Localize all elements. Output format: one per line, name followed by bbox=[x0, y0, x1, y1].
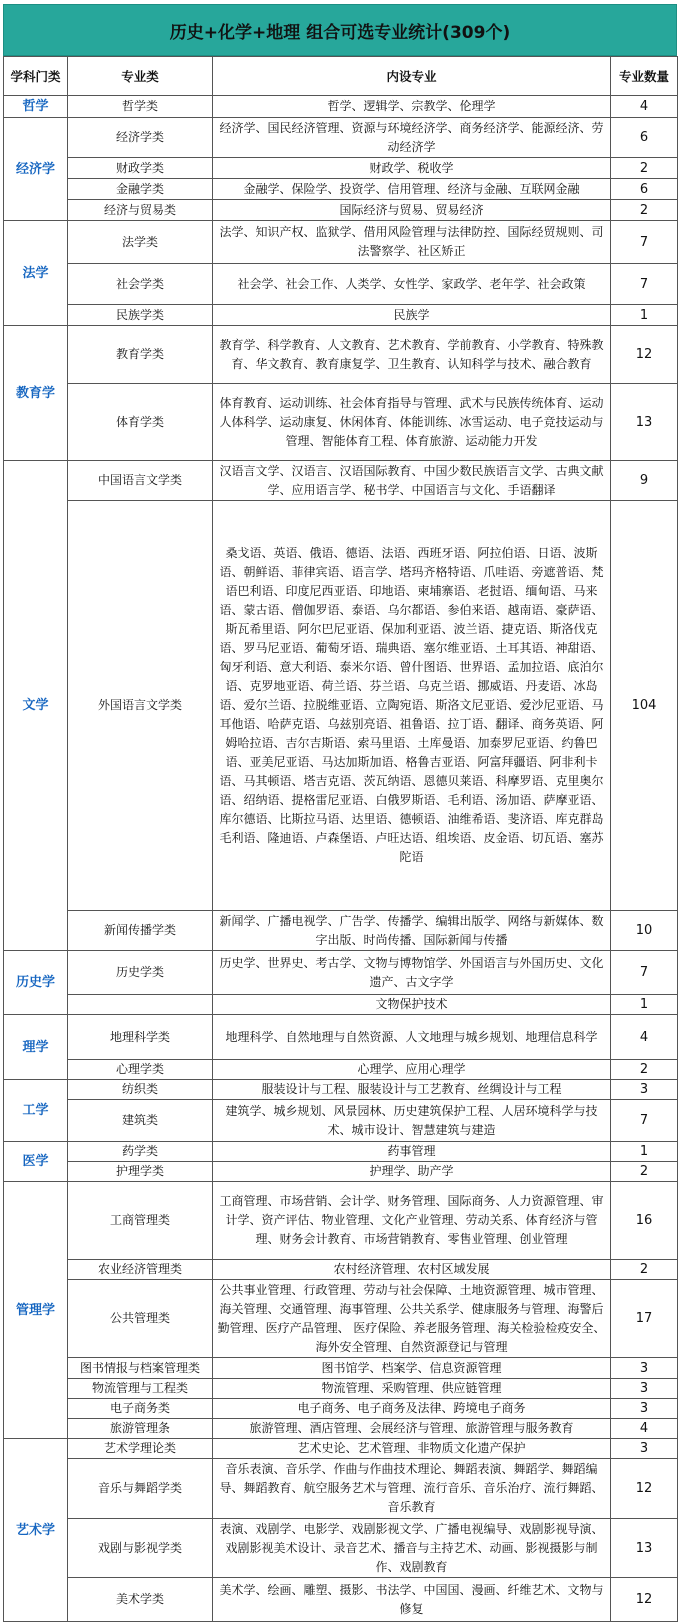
table-row bbox=[4, 1182, 678, 1260]
majors-cell: 图书馆学、档案学、信息资源管理 bbox=[213, 1358, 611, 1379]
category-cell: 管理学 bbox=[4, 1182, 68, 1439]
category-cell: 理学 bbox=[4, 1015, 68, 1080]
majors-cell: 财政学、税收学 bbox=[213, 158, 611, 179]
class-cell bbox=[68, 995, 213, 1015]
count-cell: 1 bbox=[611, 995, 678, 1015]
class-cell: 教育学类 bbox=[68, 326, 213, 384]
class-cell: 美术学类 bbox=[68, 1578, 213, 1622]
category-cell: 文学 bbox=[4, 461, 68, 951]
table-row bbox=[4, 221, 678, 264]
majors-cell: 地理科学、自然地理与自然资源、人文地理与城乡规划、地理信息科学 bbox=[213, 1015, 611, 1060]
page-title: 历史+化学+地理 组合可选专业统计(309个) bbox=[3, 4, 677, 56]
majors-cell: 历史学、世界史、考古学、文物与博物馆学、外国语言与外国历史、文化遗产、古文字学 bbox=[213, 951, 611, 995]
table-row bbox=[4, 1280, 678, 1358]
count-cell: 17 bbox=[611, 1280, 678, 1358]
table-body bbox=[4, 96, 678, 1622]
table-row bbox=[4, 501, 678, 911]
count-cell: 7 bbox=[611, 221, 678, 264]
class-cell: 音乐与舞蹈学类 bbox=[68, 1459, 213, 1519]
majors-cell: 教育学、科学教育、人文教育、艺术教育、学前教育、小学教育、特殊教育、华文教育、教育康复学、卫生教育、认知科学与技术、融合教育 bbox=[213, 326, 611, 384]
class-cell: 建筑类 bbox=[68, 1100, 213, 1142]
table-row bbox=[4, 179, 678, 200]
count-cell: 13 bbox=[611, 384, 678, 461]
count-cell: 2 bbox=[611, 1060, 678, 1080]
category-cell: 医学 bbox=[4, 1142, 68, 1182]
majors-cell: 护理学、助产学 bbox=[213, 1162, 611, 1182]
count-cell: 3 bbox=[611, 1358, 678, 1379]
majors-cell: 体育教育、运动训练、社会体育指导与管理、武术与民族传统体育、运动人体科学、运动康复、休闲体育、体能训练、冰雪运动、电子竞技运动与管理、智能体育工程、体育旅游、运动能力开发 bbox=[213, 384, 611, 461]
table-row bbox=[4, 1439, 678, 1459]
count-cell: 12 bbox=[611, 1578, 678, 1622]
class-cell: 外国语言文学类 bbox=[68, 501, 213, 911]
table-row bbox=[4, 911, 678, 951]
majors-cell: 旅游管理、酒店管理、会展经济与管理、旅游管理与服务教育 bbox=[213, 1419, 611, 1439]
majors-cell: 新闻学、广播电视学、广告学、传播学、编辑出版学、网络与新媒体、数字出版、时尚传播、国际新闻与传播 bbox=[213, 911, 611, 951]
count-cell: 10 bbox=[611, 911, 678, 951]
table-row bbox=[4, 1459, 678, 1519]
table-row bbox=[4, 1060, 678, 1080]
majors-cell: 药事管理 bbox=[213, 1142, 611, 1162]
class-cell: 法学类 bbox=[68, 221, 213, 264]
table-row bbox=[4, 1142, 678, 1162]
majors-cell: 心理学、应用心理学 bbox=[213, 1060, 611, 1080]
class-cell: 电子商务类 bbox=[68, 1399, 213, 1419]
table-row bbox=[4, 200, 678, 221]
table-row bbox=[4, 1419, 678, 1439]
count-cell: 1 bbox=[611, 305, 678, 326]
class-cell: 药学类 bbox=[68, 1142, 213, 1162]
table-row bbox=[4, 1162, 678, 1182]
table-row bbox=[4, 1100, 678, 1142]
table-row bbox=[4, 305, 678, 326]
majors-cell: 哲学、逻辑学、宗教学、伦理学 bbox=[213, 96, 611, 118]
majors-cell: 服装设计与工程、服装设计与工艺教育、丝绸设计与工程 bbox=[213, 1080, 611, 1100]
class-cell: 公共管理类 bbox=[68, 1280, 213, 1358]
count-cell: 4 bbox=[611, 1419, 678, 1439]
class-cell: 纺织类 bbox=[68, 1080, 213, 1100]
majors-cell: 法学、知识产权、监狱学、借用风险管理与法律防控、国际经贸规则、司法警察学、社区矫正 bbox=[213, 221, 611, 264]
count-cell: 3 bbox=[611, 1080, 678, 1100]
majors-cell: 物流管理、采购管理、供应链管理 bbox=[213, 1379, 611, 1399]
count-cell: 3 bbox=[611, 1379, 678, 1399]
count-cell: 2 bbox=[611, 1260, 678, 1280]
class-cell: 体育学类 bbox=[68, 384, 213, 461]
class-cell: 地理科学类 bbox=[68, 1015, 213, 1060]
class-cell: 心理学类 bbox=[68, 1060, 213, 1080]
majors-cell: 桑戈语、英语、俄语、德语、法语、西班牙语、阿拉伯语、日语、波斯语、朝鲜语、菲律宾语、语言学、塔玛齐格特语、爪哇语、旁遮普语、梵语巴利语、印度尼西亚语、印地语、柬埔寨语、老挝语、缅甸语、马来语、蒙古语、僧伽罗语、泰语、乌尔都语、参伯来语、越南语、豪萨语、斯瓦希里语、阿尔巴尼亚语、保加利亚语、波兰语、捷克语、斯洛伐克语、罗马尼亚语、葡萄牙语、瑞典语、塞尔维亚语、土耳其语、神甜语、匈牙利语、意大利语、泰米尔语、曾什图语、世界语、孟加拉语、底泊尔语、克罗地亚语、荷兰语、芬兰语、乌克兰语、挪威语、丹麦语、冰岛语、爱尔兰语、拉脱维亚语、立陶宛语、斯洛文尼亚语、爱沙尼亚语、马耳他语、哈萨克语、乌兹别亮语、祖鲁语、拉丁语、翻译、商务英语、阿姆哈拉语、吉尔吉斯语、索马里语、土库曼语、加泰罗尼亚语、约鲁巴语、亚美尼亚语、马达加斯加语、格鲁吉亚语、阿富拜疆语、阿非利卡语、马其顿语、塔吉克语、茨瓦纳语、恩德贝莱语、科摩罗语、克里奥尔语、绍纳语、提格雷尼亚语、白俄罗斯语、毛利语、汤加语、萨摩亚语、库尔德语、比斯拉马语、达里语、德顿语、油维希语、斐济语、库克群岛毛利语、隆迪语、卢森堡语、卢旺达语、组埃语、皮金语、切瓦语、塞苏陀语 bbox=[213, 501, 611, 911]
class-cell: 戏剧与影视学类 bbox=[68, 1519, 213, 1578]
table-row bbox=[4, 461, 678, 501]
majors-cell: 表演、戏剧学、电影学、戏剧影视文学、广播电视编导、戏剧影视导演、戏剧影视美术设计、录音艺术、播音与主持艺术、动画、影视摄影与制作、戏剧教育 bbox=[213, 1519, 611, 1578]
majors-cell: 电子商务、电子商务及法律、跨境电子商务 bbox=[213, 1399, 611, 1419]
class-cell: 经济学类 bbox=[68, 118, 213, 158]
class-cell: 经济与贸易类 bbox=[68, 200, 213, 221]
count-cell: 2 bbox=[611, 158, 678, 179]
class-cell: 物流管理与工程类 bbox=[68, 1379, 213, 1399]
class-cell: 护理学类 bbox=[68, 1162, 213, 1182]
header-row bbox=[4, 57, 678, 96]
class-cell: 民族学类 bbox=[68, 305, 213, 326]
count-cell: 6 bbox=[611, 179, 678, 200]
count-cell: 9 bbox=[611, 461, 678, 501]
count-cell: 7 bbox=[611, 1100, 678, 1142]
majors-cell: 农村经济管理、农村区域发展 bbox=[213, 1260, 611, 1280]
class-cell: 农业经济管理类 bbox=[68, 1260, 213, 1280]
header-class: 专业类 bbox=[68, 57, 213, 96]
table-row bbox=[4, 1519, 678, 1578]
count-cell: 4 bbox=[611, 96, 678, 118]
majors-cell: 文物保护技术 bbox=[213, 995, 611, 1015]
majors-cell: 公共事业管理、行政管理、劳动与社会保障、土地资源管理、城市管理、海关管理、交通管理、海事管理、公共关系学、健康服务与管理、海警后勤管理、医疗产品管理、 医疗保险、养老服务管理、海关检验检疫安全、海外安全管理、自然资源登记与管理 bbox=[213, 1280, 611, 1358]
count-cell: 7 bbox=[611, 951, 678, 995]
majors-cell: 民族学 bbox=[213, 305, 611, 326]
category-cell: 历史学 bbox=[4, 951, 68, 1015]
category-cell: 经济学 bbox=[4, 118, 68, 221]
count-cell: 2 bbox=[611, 1162, 678, 1182]
table-row bbox=[4, 951, 678, 995]
majors-cell: 国际经济与贸易、贸易经济 bbox=[213, 200, 611, 221]
table-row bbox=[4, 326, 678, 384]
majors-cell: 金融学、保险学、投资学、信用管理、经济与金融、互联网金融 bbox=[213, 179, 611, 200]
count-cell: 16 bbox=[611, 1182, 678, 1260]
table-row bbox=[4, 1399, 678, 1419]
majors-cell: 音乐表演、音乐学、作曲与作曲技术理论、舞蹈表演、舞蹈学、舞蹈编导、舞蹈教育、航空服务艺术与管理、流行音乐、音乐治疗、流行舞蹈、音乐教育 bbox=[213, 1459, 611, 1519]
majors-cell: 建筑学、城乡规划、风景园林、历史建筑保护工程、人居环境科学与技术、城市设计、智慧建筑与建造 bbox=[213, 1100, 611, 1142]
header-majors: 内设专业 bbox=[213, 57, 611, 96]
header-count: 专业数量 bbox=[611, 57, 678, 96]
table-row bbox=[4, 118, 678, 158]
count-cell: 3 bbox=[611, 1399, 678, 1419]
class-cell: 社会学类 bbox=[68, 264, 213, 305]
category-cell: 哲学 bbox=[4, 96, 68, 118]
count-cell: 7 bbox=[611, 264, 678, 305]
count-cell: 2 bbox=[611, 200, 678, 221]
category-cell: 艺术学 bbox=[4, 1439, 68, 1622]
table-row bbox=[4, 96, 678, 118]
count-cell: 1 bbox=[611, 1142, 678, 1162]
count-cell: 4 bbox=[611, 1015, 678, 1060]
count-cell: 6 bbox=[611, 118, 678, 158]
table-row bbox=[4, 384, 678, 461]
count-cell: 3 bbox=[611, 1439, 678, 1459]
table-row bbox=[4, 264, 678, 305]
count-cell: 12 bbox=[611, 1459, 678, 1519]
major-table bbox=[3, 56, 678, 1622]
majors-cell: 汉语言文学、汉语言、汉语国际教育、中国少数民族语言文学、古典文献学、应用语言学、秘书学、中国语言与文化、手语翻译 bbox=[213, 461, 611, 501]
table-row bbox=[4, 158, 678, 179]
majors-cell: 艺术史论、艺术管理、非物质文化遗产保护 bbox=[213, 1439, 611, 1459]
majors-cell: 社会学、社会工作、人类学、女性学、家政学、老年学、社会政策 bbox=[213, 264, 611, 305]
table-row bbox=[4, 1015, 678, 1060]
category-cell: 法学 bbox=[4, 221, 68, 326]
majors-cell: 经济学、国民经济管理、资源与环境经济学、商务经济学、能源经济、劳动经济学 bbox=[213, 118, 611, 158]
count-cell: 12 bbox=[611, 326, 678, 384]
class-cell: 艺术学理论类 bbox=[68, 1439, 213, 1459]
majors-cell: 美术学、绘画、雕塑、摄影、书法学、中国国、漫画、纤维艺术、文物与修复 bbox=[213, 1578, 611, 1622]
majors-cell: 工商管理、市场营销、会计学、财务管理、国际商务、人力资源管理、审计学、资产评估、物业管理、文化产业管理、劳动关系、体育经济与管理、财务会计教育、市场营销教育、零售业管理、创业管理 bbox=[213, 1182, 611, 1260]
count-cell: 104 bbox=[611, 501, 678, 911]
category-cell: 工学 bbox=[4, 1080, 68, 1142]
header-category: 学科门类 bbox=[4, 57, 68, 96]
table-row bbox=[4, 995, 678, 1015]
table-row bbox=[4, 1379, 678, 1399]
class-cell: 旅游管理条 bbox=[68, 1419, 213, 1439]
class-cell: 历史学类 bbox=[68, 951, 213, 995]
table-row bbox=[4, 1080, 678, 1100]
class-cell: 财政学类 bbox=[68, 158, 213, 179]
class-cell: 中国语言文学类 bbox=[68, 461, 213, 501]
category-cell: 教育学 bbox=[4, 326, 68, 461]
count-cell: 13 bbox=[611, 1519, 678, 1578]
table-row bbox=[4, 1358, 678, 1379]
class-cell: 哲学类 bbox=[68, 96, 213, 118]
class-cell: 工商管理类 bbox=[68, 1182, 213, 1260]
class-cell: 图书情报与档案管理类 bbox=[68, 1358, 213, 1379]
table-row bbox=[4, 1260, 678, 1280]
class-cell: 金融学类 bbox=[68, 179, 213, 200]
class-cell: 新闻传播学类 bbox=[68, 911, 213, 951]
